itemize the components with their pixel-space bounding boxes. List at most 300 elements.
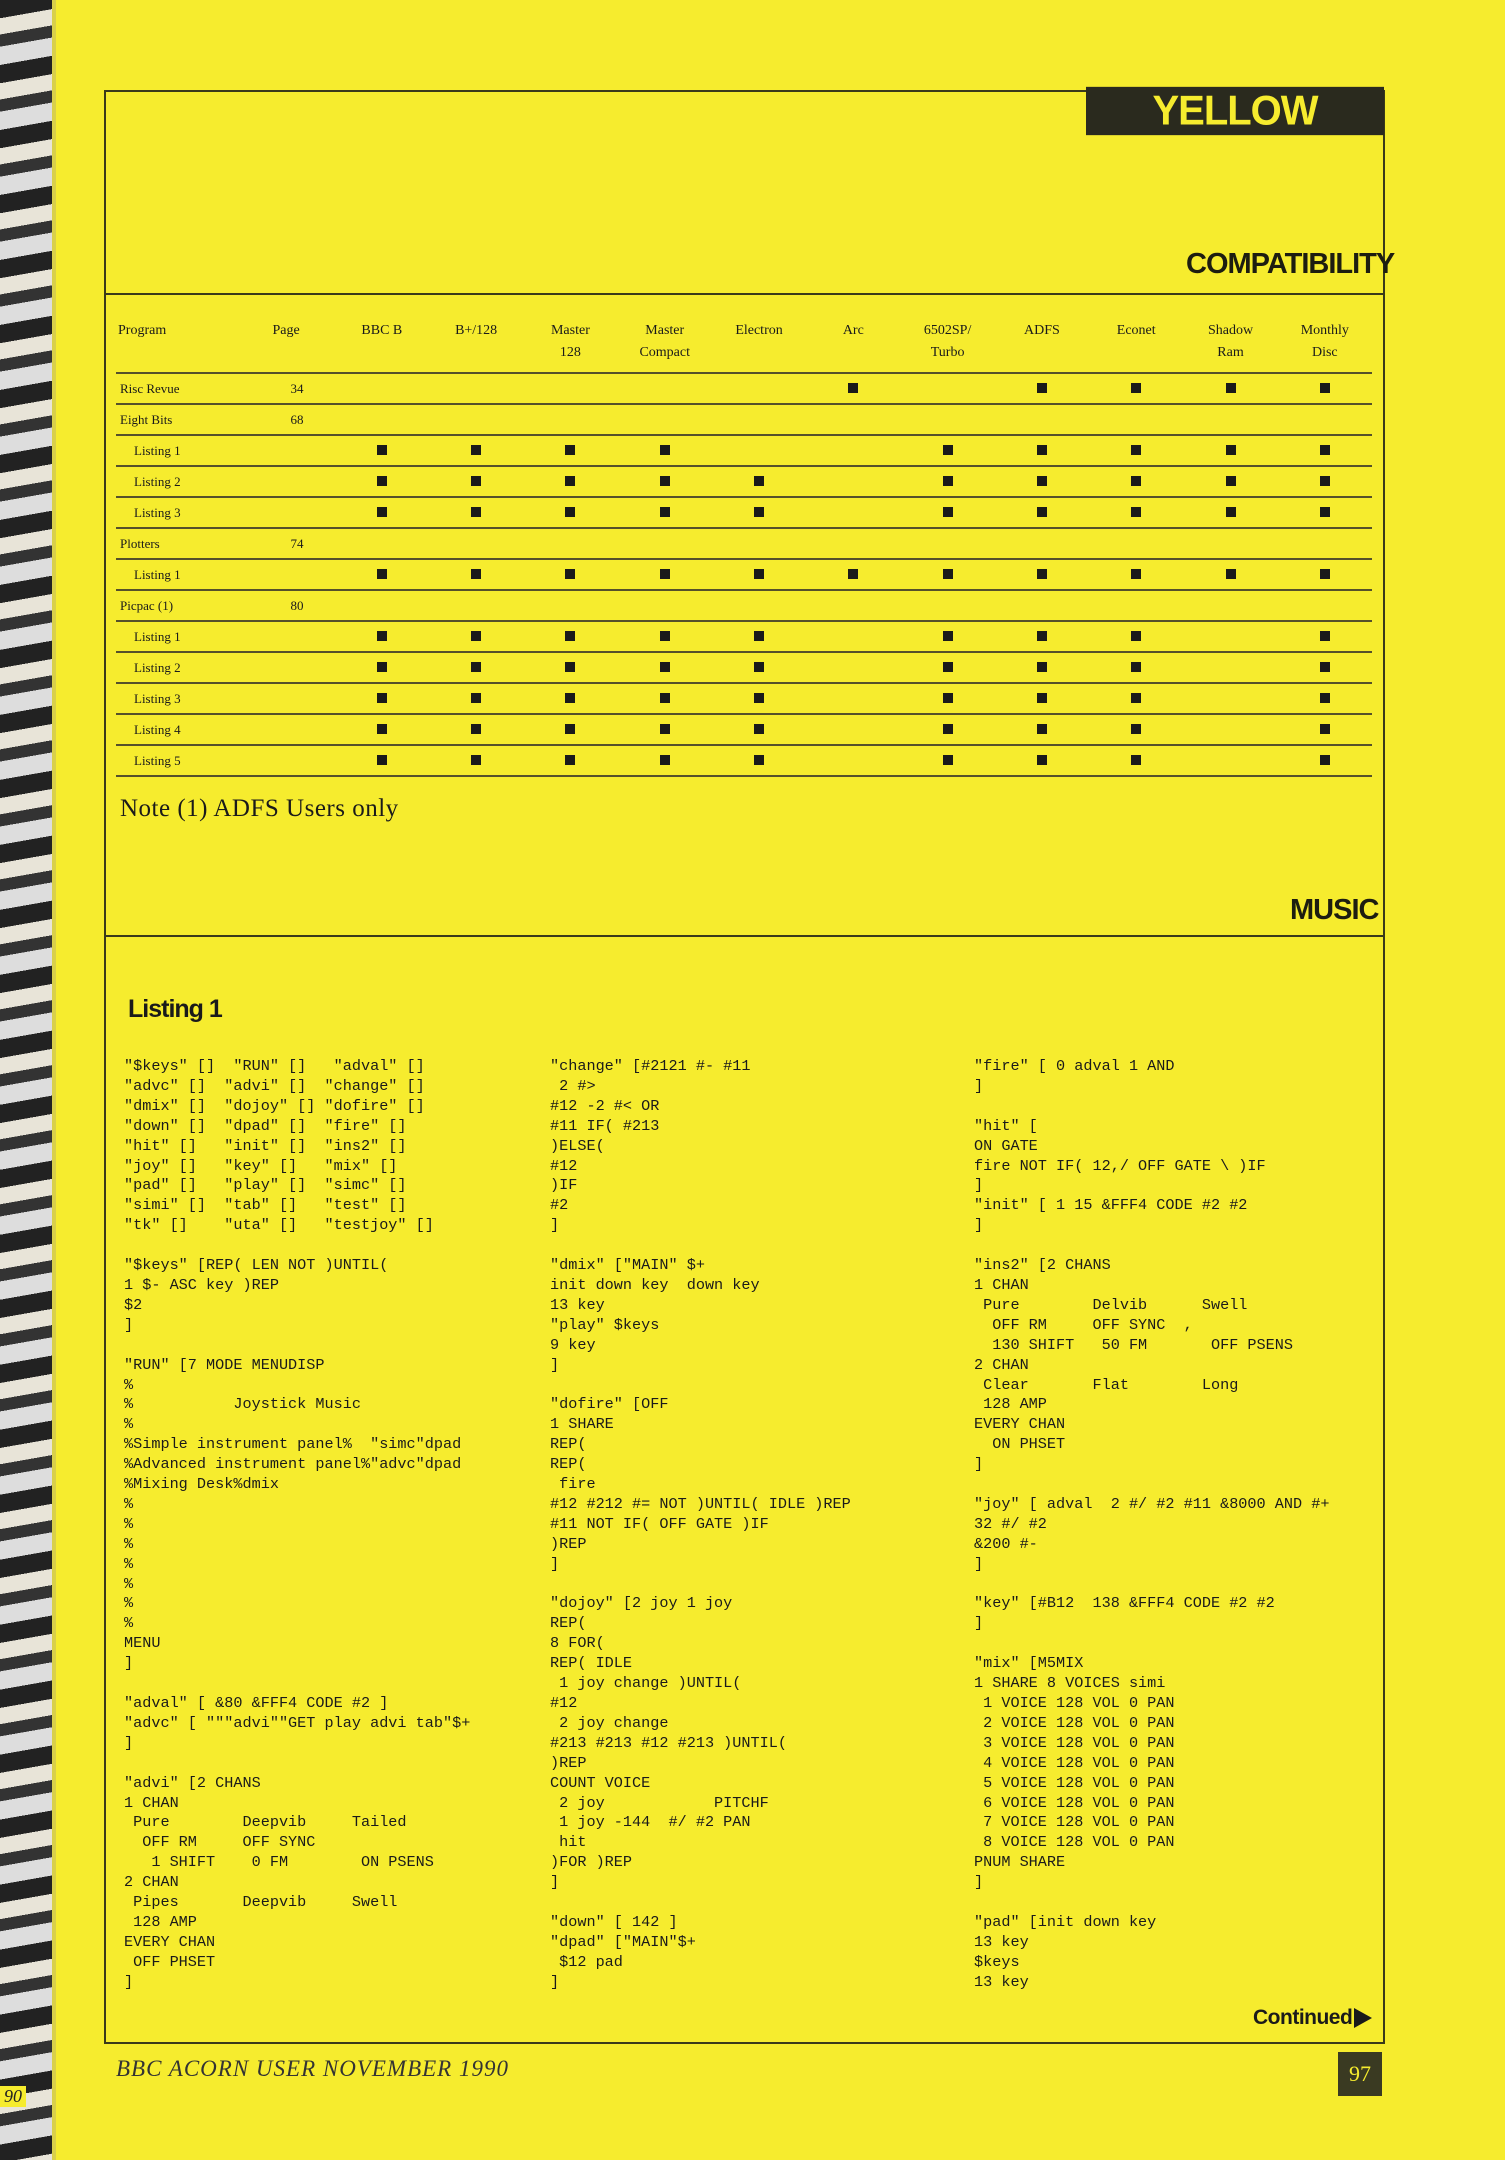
compatible-square-icon [1320,445,1330,455]
compatible-square-icon [1131,755,1141,765]
column-header [523,318,617,373]
column-header [1183,318,1277,373]
compatible-square-icon [565,631,575,641]
compat-cell [618,559,712,590]
compat-cell [712,745,806,776]
program-name: Listing 3 [116,683,270,714]
column-header [270,318,334,373]
column-header-line1: Shadow [1207,323,1254,338]
compat-cell [1089,528,1183,559]
program-name: Listing 1 [116,621,270,652]
compatibility-heading: COMPATIBILITY [1186,248,1395,280]
compatible-square-icon [660,755,670,765]
compatible-square-icon [754,569,764,579]
compat-cell [523,559,617,590]
compatible-square-icon [377,693,387,703]
column-header-line1: Page [272,323,300,338]
compat-cell [806,621,900,652]
compatible-square-icon [565,476,575,486]
compatible-square-icon [943,445,953,455]
compatible-square-icon [943,569,953,579]
column-header [712,318,806,373]
compat-cell [712,497,806,528]
compatible-square-icon [471,476,481,486]
column-header-line1: Program [118,323,167,338]
magazine-footer: BBC ACORN USER NOVEMBER 1990 [116,2056,509,2081]
compat-cell [900,404,994,435]
compatible-square-icon [1131,383,1141,393]
compatible-square-icon [1320,383,1330,393]
column-header-line1: ADFS [1024,323,1060,338]
compat-cell [806,714,900,745]
compat-cell [335,404,429,435]
compatible-square-icon [377,507,387,517]
column-header-line2: Ram [1217,345,1244,360]
compatible-square-icon [754,755,764,765]
compatible-square-icon [1320,476,1330,486]
column-header [1278,318,1372,373]
compatible-square-icon [848,569,858,579]
compat-cell [712,590,806,621]
compat-cell [900,373,994,404]
compat-cell [806,745,900,776]
compatible-square-icon [471,569,481,579]
table-row [116,466,1372,497]
compat-cell [618,683,712,714]
compat-cell [900,497,994,528]
compatible-square-icon [660,569,670,579]
page-ref [270,683,334,714]
compatible-square-icon [565,755,575,765]
compat-cell [1183,404,1277,435]
compat-cell [900,528,994,559]
compatible-square-icon [1037,724,1047,734]
compat-cell [712,714,806,745]
compatible-square-icon [754,693,764,703]
compat-cell [429,652,523,683]
compatible-square-icon [943,755,953,765]
compatible-square-icon [1037,383,1047,393]
compat-cell [1183,559,1277,590]
compat-cell [523,528,617,559]
compat-cell [523,497,617,528]
page-ref [270,559,334,590]
yellow-pages-banner: YELLOW PAGES [1086,87,1384,135]
compat-cell [712,373,806,404]
table-row [116,497,1372,528]
compatible-square-icon [1320,569,1330,579]
compat-cell [618,745,712,776]
compat-cell [712,435,806,466]
compatible-square-icon [660,631,670,641]
compat-cell [1278,683,1372,714]
column-header-line1: Arc [842,323,864,338]
compat-cell [429,714,523,745]
column-header [335,318,429,373]
compat-cell [523,683,617,714]
table-row [116,714,1372,745]
page-ref: 68 [270,404,334,435]
compat-cell [995,745,1089,776]
compat-cell [1183,683,1277,714]
compat-cell [1089,404,1183,435]
column-header-line2: Compact [639,345,690,360]
compatible-square-icon [377,476,387,486]
compat-cell [806,590,900,621]
compat-cell [618,621,712,652]
compatible-square-icon [1037,662,1047,672]
compat-cell [1089,497,1183,528]
code-column-3: "fire" [ 0 adval 1 AND ] "hit" [ ON GATE fire NOT IF( 12,/ OFF GATE \ )IF ] "init" [ 1 15 &FFF4 CODE #2 #2 ] "ins2" [2 CHANS 1 CHAN Pure Delvib Swell OFF RM OFF SYNC , 130 SHIFT 50 FM OFF PSENS 2 CHAN Clear Flat Long 128 AMP EVERY CHAN ON PHSET ] "joy" [ adval 2 #/ #2 #11 &8000 AND #+ 32 #/ #2 &200 #- ] "key" [#B12 138 &FFF4 CODE #2 #2 ] "mix" [M5MIX 1 SHARE 8 VOICES simi 1 VOICE 128 VOL 0 PAN 2 VOICE 128 VOL 0 PAN 3 VOICE 128 VOL 0 PAN 4 VOICE 128 VOL 0 PAN 5 VOICE 128 VOL 0 PAN 6 VOICE 128 VOL 0 PAN 7 VOICE 128 VOL 0 PAN 8 VOICE 128 VOL 0 PAN PNUM SHARE ] "pad" [init down key 13 key $keys 13 key [974,1057,1330,1991]
compat-cell [1183,373,1277,404]
column-header-line1: Master [550,323,590,338]
compat-cell [1089,683,1183,714]
program-name: Listing 2 [116,652,270,683]
compatible-square-icon [377,662,387,672]
code-column-1: "$keys" [] "RUN" [] "adval" [] "advc" [] "advi" [] "change" [] "dmix" [] "dojoy" [] "dofire" [] "down" [] "dpad" [] "fire" [] "hit" [] "init" [] "ins2" [] "joy" [] "key" [] "mix" [] "pad" [] "play" [] "simc" [] "simi" [] "tab" [] "test" [] "tk" [] "uta" [] "testjoy" [] "$keys" [REP( LEN NOT )UNTIL( 1 $- ASC key )REP $2 ] "RUN" [7 MODE MENUDISP % % Joystick Music % %Simple instrument panel% "simc"dpad %Advanced instrument panel%"advc"dpad %Mixing Desk%dmix % % % % % % % MENU ] "adval" [ &80 &FFF4 CODE #2 ] "advc" [ """advi""GET play advi tab"$+ ] "advi" [2 CHANS 1 CHAN Pure Deepvib Tailed OFF RM OFF SYNC 1 SHIFT 0 FM ON PSENS 2 CHAN Pipes Deepvib Swell 128 AMP EVERY CHAN OFF PHSET ] [124,1057,471,1991]
compat-cell [712,683,806,714]
compatible-square-icon [1131,693,1141,703]
compat-cell [1278,466,1372,497]
column-header [429,318,523,373]
compatible-square-icon [660,693,670,703]
compat-cell [1183,590,1277,621]
compat-cell [900,683,994,714]
compat-cell [995,621,1089,652]
compat-cell [806,466,900,497]
column-header [618,318,712,373]
compatible-square-icon [1226,507,1236,517]
compatible-square-icon [471,662,481,672]
column-header-line1: 6502SP/ [923,323,972,338]
compat-cell [712,528,806,559]
compat-cell [523,435,617,466]
column-header-line1: Monthly [1300,323,1349,338]
page-ref: 34 [270,373,334,404]
compat-cell [900,714,994,745]
compatible-square-icon [660,445,670,455]
compatible-square-icon [943,662,953,672]
page-ref [270,466,334,497]
program-name: Eight Bits [116,404,270,435]
compatible-square-icon [471,724,481,734]
compatible-square-icon [1226,569,1236,579]
code-column-2: "change" [#2121 #- #11 2 #> #12 -2 #< OR #11 IF( #213 )ELSE( #12 )IF #2 ] "dmix" ["MAIN" $+ init down key down key 13 key "play" $keys 9 key ] "dofire" [OFF 1 SHARE REP( REP( fire #12 #212 #= NOT )UNTIL( IDLE )REP #11 NOT IF( OFF GATE )IF )REP ] "dojoy" [2 joy 1 joy REP( 8 FOR( REP( IDLE 1 joy change )UNTIL( #12 2 joy change #213 #213 #12 #213 )UNTIL( )REP COUNT VOICE 2 joy PITCHF 1 joy -144 #/ #2 PAN hit )FOR )REP ] "down" [ 142 ] "dpad" ["MAIN"$+ $12 pad ] [550,1057,851,1991]
listing-title: Listing 1 [128,995,222,1023]
compatible-square-icon [1320,631,1330,641]
compat-cell [1183,621,1277,652]
compatible-square-icon [1037,631,1047,641]
compat-cell [335,652,429,683]
compat-cell [618,652,712,683]
compatible-square-icon [1037,693,1047,703]
compatible-square-icon [660,724,670,734]
compatible-square-icon [1320,693,1330,703]
compat-cell [429,590,523,621]
compatible-square-icon [943,507,953,517]
compatible-square-icon [848,383,858,393]
compatible-square-icon [1226,476,1236,486]
continued-label [1253,2006,1372,2030]
compat-cell [995,559,1089,590]
compatible-square-icon [471,445,481,455]
compatible-square-icon [754,724,764,734]
program-name: Listing 3 [116,497,270,528]
compat-cell [806,404,900,435]
program-name: Listing 1 [116,559,270,590]
compatible-square-icon [565,724,575,734]
compatible-square-icon [754,631,764,641]
compat-cell [806,528,900,559]
compat-cell [429,466,523,497]
page-ref: 80 [270,590,334,621]
compat-cell [900,621,994,652]
compat-cell [900,590,994,621]
compat-cell [995,435,1089,466]
compat-cell [523,404,617,435]
compatible-square-icon [660,507,670,517]
compatible-square-icon [377,755,387,765]
compatible-square-icon [660,476,670,486]
compatible-square-icon [1131,724,1141,734]
compatible-square-icon [1226,383,1236,393]
column-header [806,318,900,373]
page-ref [270,745,334,776]
compat-cell [995,652,1089,683]
compat-cell [335,621,429,652]
compat-cell [335,373,429,404]
table-row [116,590,1372,621]
compat-cell [429,435,523,466]
column-header-line2: Turbo [930,345,965,360]
compat-cell [995,497,1089,528]
column-header-line2: 128 [559,345,581,360]
compat-cell [429,621,523,652]
column-header-line1: Econet [1116,323,1156,338]
compat-cell [1089,590,1183,621]
compat-cell [995,528,1089,559]
program-name: Listing 2 [116,466,270,497]
compat-cell [429,559,523,590]
compat-cell [806,435,900,466]
program-name: Listing 1 [116,435,270,466]
column-header [116,318,270,373]
table-row [116,745,1372,776]
facing-page-edge [0,0,56,2160]
compatible-square-icon [565,693,575,703]
compatible-square-icon [1320,662,1330,672]
compat-cell [618,528,712,559]
compat-cell [429,683,523,714]
compatible-square-icon [1320,507,1330,517]
compat-cell [1183,652,1277,683]
compat-cell [335,683,429,714]
compatible-square-icon [1320,755,1330,765]
table-row [116,559,1372,590]
table-body [116,373,1372,776]
table-row [116,652,1372,683]
compat-cell [429,404,523,435]
compatible-square-icon [1131,445,1141,455]
column-header [995,318,1089,373]
compat-cell [806,497,900,528]
compatible-square-icon [565,507,575,517]
compat-cell [995,466,1089,497]
compatibility-table [116,318,1372,777]
music-divider [104,935,1383,937]
compat-cell [806,559,900,590]
continued-arrow-icon [1354,2008,1372,2028]
compat-cell [523,466,617,497]
compat-cell [806,683,900,714]
compatible-square-icon [754,662,764,672]
compat-cell [712,466,806,497]
compat-cell [618,404,712,435]
page-number: 97 [1338,2052,1382,2096]
program-name: Listing 5 [116,745,270,776]
music-heading: MUSIC [1290,894,1379,926]
compat-cell [1183,528,1277,559]
compat-cell [1183,466,1277,497]
compat-cell [618,714,712,745]
compat-cell [900,652,994,683]
compat-cell [618,435,712,466]
compatible-square-icon [565,569,575,579]
compat-cell [523,373,617,404]
compatible-square-icon [1131,569,1141,579]
compat-cell [1278,745,1372,776]
compat-cell [1089,745,1183,776]
compatible-square-icon [377,631,387,641]
compat-cell [523,745,617,776]
compatible-square-icon [377,724,387,734]
compat-cell [429,373,523,404]
compat-cell [1278,621,1372,652]
compat-cell [712,652,806,683]
compat-cell [523,652,617,683]
table-row [116,683,1372,714]
column-header-line1: B+/128 [455,323,498,338]
compat-cell [1183,435,1277,466]
table-row [116,435,1372,466]
compat-cell [1278,714,1372,745]
compatible-square-icon [565,662,575,672]
compatible-square-icon [943,693,953,703]
compatible-square-icon [377,569,387,579]
compatible-square-icon [754,507,764,517]
compat-cell [1089,714,1183,745]
compat-cell [523,714,617,745]
compatible-square-icon [471,693,481,703]
compatible-square-icon [1131,662,1141,672]
column-header-line1: Electron [735,323,783,338]
compatible-square-icon [754,476,764,486]
compat-cell [618,373,712,404]
compat-cell [712,559,806,590]
compatible-square-icon [943,631,953,641]
table-row [116,373,1372,404]
compat-cell [1183,714,1277,745]
page-ref [270,621,334,652]
compat-cell [1183,745,1277,776]
page-ref [270,435,334,466]
column-header-line2: Disc [1311,345,1338,360]
compat-cell [1089,621,1183,652]
compat-cell [1278,373,1372,404]
compat-cell [806,373,900,404]
compatible-square-icon [1131,476,1141,486]
compat-cell [335,714,429,745]
compat-cell [618,590,712,621]
compat-cell [335,745,429,776]
compat-cell [995,590,1089,621]
compatible-square-icon [1320,724,1330,734]
compat-cell [335,528,429,559]
compatible-square-icon [943,724,953,734]
compat-cell [900,466,994,497]
column-header-line1: Master [645,323,685,338]
compat-cell [429,528,523,559]
compatible-square-icon [1131,631,1141,641]
compat-cell [335,497,429,528]
compatible-square-icon [1037,507,1047,517]
compat-cell [1183,497,1277,528]
column-header [900,318,994,373]
compat-cell [995,714,1089,745]
program-name: Plotters [116,528,270,559]
compat-cell [995,404,1089,435]
compat-cell [523,621,617,652]
compat-cell [1278,590,1372,621]
compatible-square-icon [660,662,670,672]
page-ref [270,652,334,683]
program-name: Picpac (1) [116,590,270,621]
compatible-square-icon [1037,445,1047,455]
compat-cell [900,745,994,776]
compat-cell [1089,652,1183,683]
compatible-square-icon [1226,445,1236,455]
compatible-square-icon [1037,569,1047,579]
compat-cell [1089,373,1183,404]
page-ref [270,714,334,745]
compatible-square-icon [1037,755,1047,765]
compat-cell [429,745,523,776]
page-ref [270,497,334,528]
page-ref: 74 [270,528,334,559]
compatibility-divider [104,293,1383,295]
compat-cell [335,435,429,466]
compatible-square-icon [1037,476,1047,486]
adfs-note: Note (1) ADFS Users only [120,795,399,822]
compatible-square-icon [565,445,575,455]
compat-cell [618,497,712,528]
compat-cell [806,652,900,683]
table-row [116,404,1372,435]
program-name: Listing 4 [116,714,270,745]
compat-cell [335,466,429,497]
program-name: Risc Revue [116,373,270,404]
compat-cell [335,590,429,621]
column-header-line1: BBC B [361,323,403,338]
compatible-square-icon [471,631,481,641]
compat-cell [712,404,806,435]
compat-cell [900,435,994,466]
table-header-row [116,318,1372,373]
compat-cell [995,683,1089,714]
facing-page-number: 90 [0,2086,26,2107]
compat-cell [1278,528,1372,559]
compat-cell [995,373,1089,404]
